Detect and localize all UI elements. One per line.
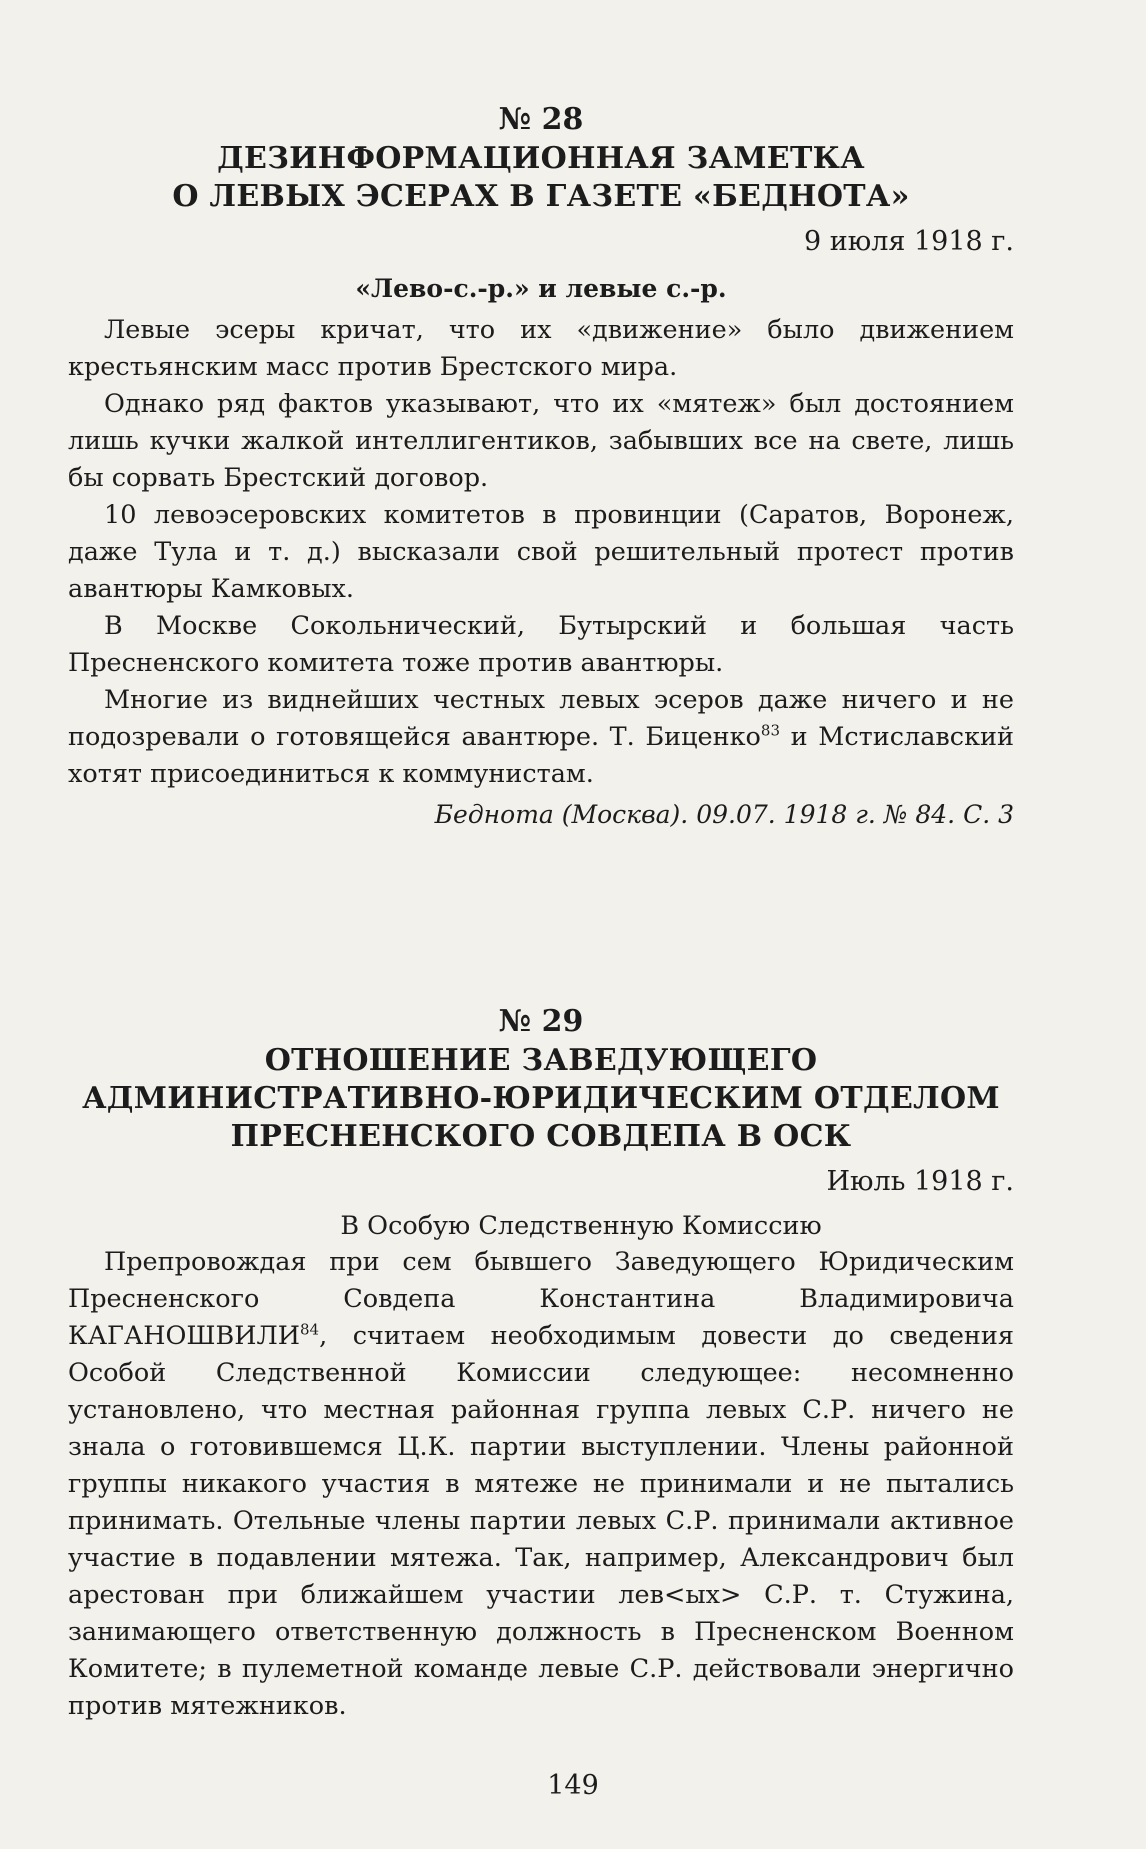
doc29-p1-text-a: Препровождая при сем бывшего Заведующего Юридическим Пресненского Совдепа Константина Владимировича КАГАНОШВИЛИ: [68, 1247, 1014, 1351]
doc29-date: Июль 1918 г.: [826, 1166, 1014, 1197]
page-number: 149: [547, 1770, 599, 1801]
doc29-paragraph-1: [68, 1244, 1014, 1725]
doc29-title-line1: ОТНОШЕНИЕ ЗАВЕДУЮЩЕГО: [264, 1043, 818, 1078]
doc29-title-line3: ПРЕСНЕНСКОГО СОВДЕПА В ОСК: [230, 1119, 852, 1154]
doc28-paragraph-3: 10 левоэсеровских комитетов в провинции (Саратов, Воронеж, даже Тула и т. д.) высказали свой решительный протест против авантюры Камковых.: [68, 500, 1014, 604]
doc29-title-line2: АДМИНИСТРАТИВНО-ЮРИДИЧЕСКИМ ОТДЕЛОМ: [82, 1081, 1000, 1116]
document-29: [68, 1002, 1014, 1725]
doc28-paragraph-1: Левые эсеры кричат, что их «движение» было движением крестьянским масс против Брестского мира.: [68, 315, 1014, 382]
doc28-source: Беднота (Москва). 09.07. 1918 г. № 84. С. 3: [434, 800, 1014, 829]
doc29-addressee: В Особую Следственную Комиссию: [340, 1211, 822, 1241]
doc28-date: 9 июля 1918 г.: [803, 226, 1014, 257]
doc28-paragraph-2: Однако ряд фактов указывают, что их «мятеж» был достоянием лишь кучки жалкой интеллигентиков, забывших все на свете, лишь бы сорвать Брестский договор.: [68, 389, 1014, 493]
doc28-title-line2: О ЛЕВЫХ ЭСЕРАХ В ГАЗЕТЕ «БЕДНОТА»: [172, 179, 910, 214]
doc28-p5-text-b: и Мстиславский хотят присоединиться к коммунистам.: [68, 722, 1014, 789]
footnote-ref-84: 84: [299, 1320, 320, 1339]
doc28-paragraph-5: [68, 682, 1014, 793]
doc29-number: № 29: [498, 1004, 584, 1039]
doc29-p1-text-b: , считаем необходимым довести до сведения Особой Следственной Комиссии следующее: несомненно установлено, что местная районная группа левых С.Р. ничего не знала о готовившемся Ц.К. партии выступлении. Члены районной группы никакого участия в мятеже не принимали и не пытались принимать. Отельные члены партии левых С.Р. принимали активное участие в подавлении мятежа. Так, например, Александрович был арестован при ближайшем участии лев<ых> С.Р. т. Стужина, занимающего ответственную должность в Пресненском Военном Комитете; в пулеметной команде левые С.Р. действовали энергично против мятежников.: [68, 1321, 1014, 1721]
doc28-heading: «Лево-с.-р.» и левые с.-р.: [355, 274, 727, 303]
doc28-paragraph-4: В Москве Сокольнический, Бутырский и большая часть Пресненского комитета тоже против авантюры.: [68, 611, 1014, 678]
document-28: [68, 100, 1014, 833]
doc28-p5-text-a: Многие из виднейших честных левых эсеров даже ничего и не подозревали о готовящейся авантюре. Т. Биценко: [68, 685, 1014, 752]
doc28-title-line1: ДЕЗИНФОРМАЦИОННАЯ ЗАМЕТКА: [217, 141, 865, 176]
footnote-ref-83: 83: [760, 721, 781, 740]
doc28-number: № 28: [498, 102, 584, 137]
